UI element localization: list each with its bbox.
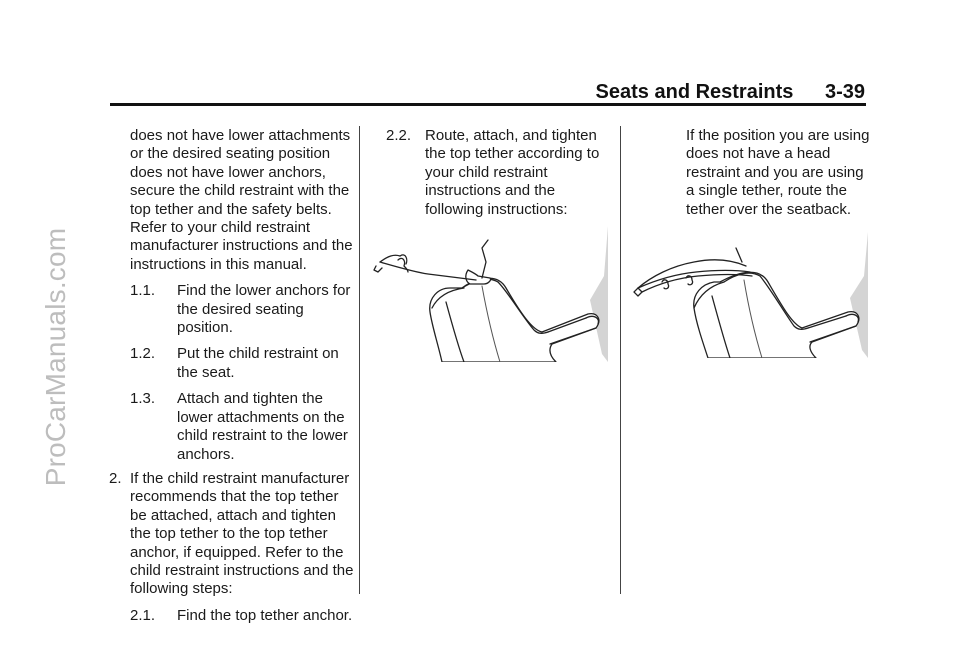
substep-number: 2.2. bbox=[386, 127, 412, 144]
substep-1-2 bbox=[106, 345, 356, 382]
page-header bbox=[596, 81, 865, 104]
substep-number: 2.1. bbox=[130, 606, 156, 624]
step-number: 2. bbox=[109, 469, 122, 487]
substep-text: Attach and tighten the lower attachments on the child restraint to the lower anchors. bbox=[177, 390, 348, 463]
substep-text: Put the child restraint on the seat. bbox=[177, 345, 339, 381]
substep-1-1 bbox=[106, 282, 356, 337]
column-3 bbox=[632, 127, 872, 219]
column-1 bbox=[106, 127, 356, 625]
substep-text: Find the top tether anchor. bbox=[177, 606, 353, 624]
tether-note: If the position you are using does not have a head restraint and you are using a single tether, route the tether over the seatback. bbox=[686, 127, 870, 218]
seat-tether-illustration-1 bbox=[372, 226, 608, 362]
substep-number: 1.3. bbox=[130, 390, 156, 408]
substep-1-3 bbox=[106, 390, 356, 464]
column-divider-1 bbox=[359, 126, 360, 594]
step-2 bbox=[106, 470, 356, 599]
substep-number: 1.1. bbox=[130, 282, 156, 300]
intro-paragraph: does not have lower attachments or the desired seating position does not have lower anchors, secure the child restraint with the top tether and the safety belts. Refer to your child restraint manufacturer instructions and the instructions in this manual. bbox=[130, 127, 353, 273]
seat-tether-illustration-2 bbox=[632, 232, 868, 358]
column-divider-2 bbox=[620, 126, 621, 594]
substep-number: 1.2. bbox=[130, 345, 156, 363]
page-number: 3-39 bbox=[824, 81, 865, 103]
substep-text: Route, attach, and tighten the top tether according to your child restraint instructions and the following instructions: bbox=[425, 127, 600, 218]
column-2 bbox=[368, 127, 608, 219]
substep-2-1 bbox=[106, 607, 356, 625]
substep-text: Find the lower anchors for the desired seating position. bbox=[177, 282, 351, 337]
section-title: Seats and Restraints bbox=[595, 81, 794, 103]
watermark: ProCarManuals.com bbox=[40, 227, 71, 487]
substep-2-2 bbox=[368, 127, 608, 219]
step-text: If the child restraint manufacturer recommends that the top tether be attached, attach and tighten the top tether to the top tether anchor, if equipped. Refer to the child restraint instructions and the following steps: bbox=[130, 469, 354, 598]
header-rule bbox=[110, 103, 866, 106]
